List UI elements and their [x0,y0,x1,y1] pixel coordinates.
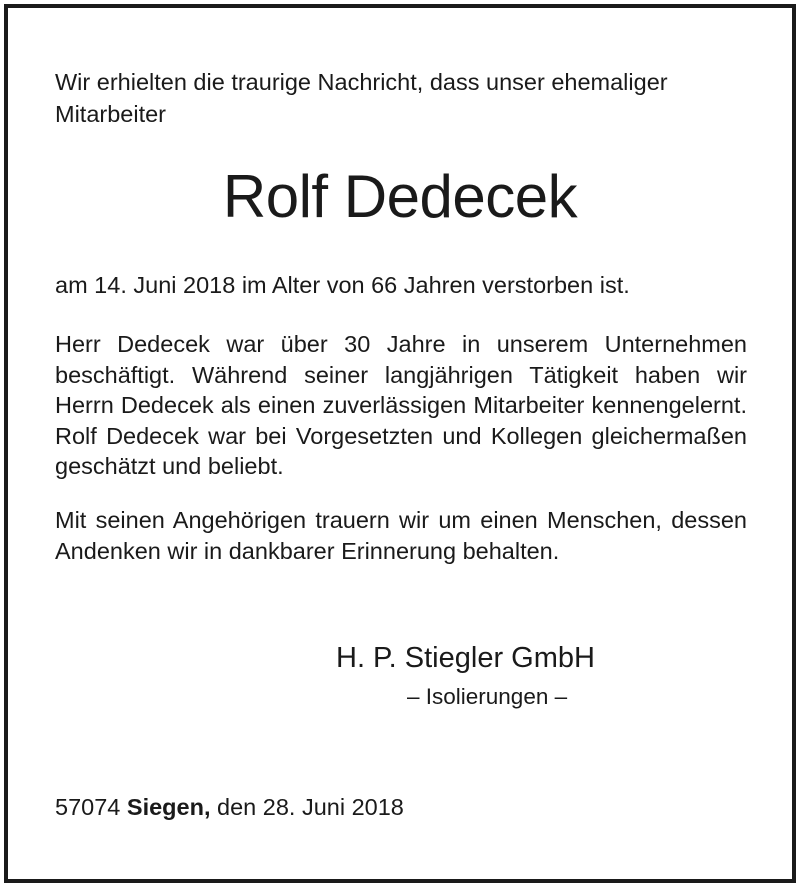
postcode: 57074 [55,794,121,820]
mourning-paragraph: Mit seinen Angehörigen trauern wir um einen Menschen, dessen Andenken wir in dankbarer Erinnerung behalten. [55,507,747,564]
intro-text: Wir erhielten die traurige Nachricht, dass unser ehemaliger Mitarbeiter [55,69,668,127]
tribute-paragraph: Herr Dedecek war über 30 Jahre in unserem Unternehmen beschäftigt. Während seiner langjährigen Tätigkeit haben wir Herrn Dedecek als einen zuverlässigen Mitarbeiter kennengelernt. Rolf Dedecek war bei Vorgesetzten und Kollegen gleichermaßen geschätzt und beliebt. [55,331,747,479]
company-subtitle: – Isolierungen – [407,684,568,709]
date-text: den 28. Juni 2018 [217,794,404,820]
deceased-name: Rolf Dedecek [222,163,578,230]
place-and-date [55,792,404,822]
city: Siegen, [126,794,211,820]
death-date-line: am 14. Juni 2018 im Alter von 66 Jahren verstorben ist. [55,272,630,298]
company-name: H. P. Stiegler GmbH [336,642,595,674]
